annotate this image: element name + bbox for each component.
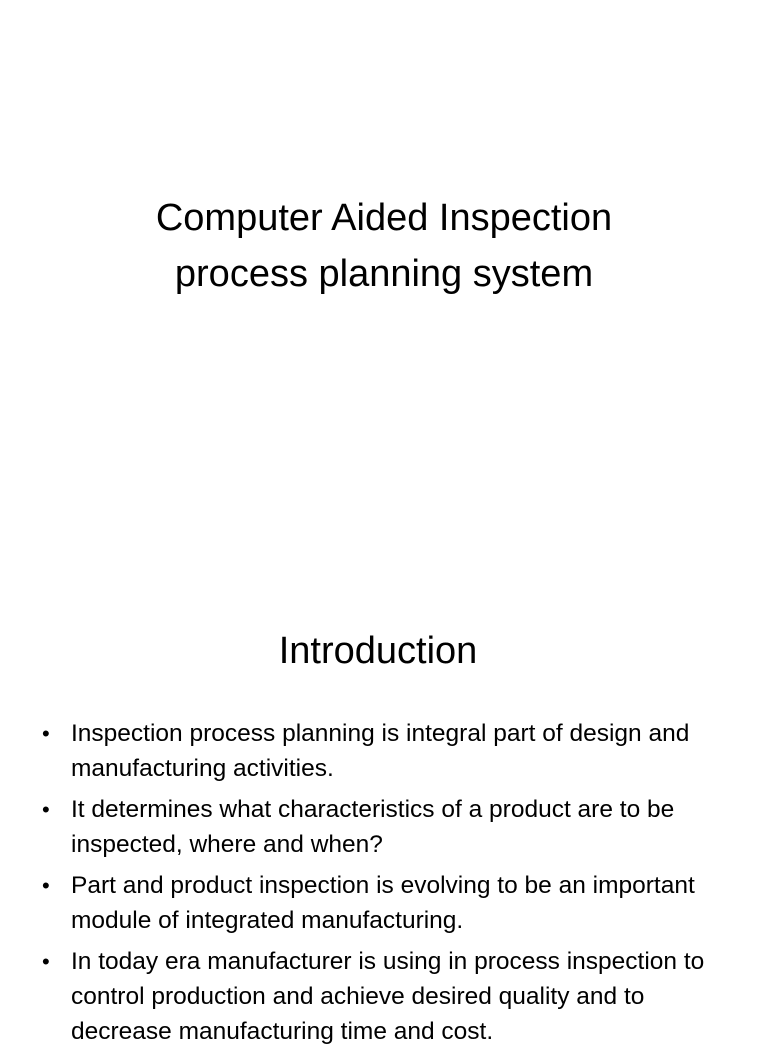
bullet-icon: •: [42, 873, 50, 898]
introduction-slide: [0, 576, 768, 1045]
slide-title: Introduction: [278, 630, 478, 672]
list-item: [36, 716, 716, 786]
list-item: [36, 792, 716, 862]
bullet-text: It determines what characteristics of a product are to be inspected, where and when?: [71, 796, 675, 858]
bullet-icon: •: [42, 721, 50, 746]
presentation-title: [60, 190, 708, 302]
bullet-text: In today era manufacturer is using in process inspection to control production and achieve desired quality and to decrease manufacturing time and cost.: [71, 948, 705, 1045]
title-line-1: Computer Aided Inspection: [155, 197, 613, 239]
title-line-2: process planning system: [174, 253, 594, 295]
bullet-icon: •: [42, 949, 50, 974]
bullet-text: Inspection process planning is integral part of design and manufacturing activities.: [71, 720, 690, 782]
bullet-list: [36, 716, 716, 1055]
list-item: [36, 868, 716, 938]
bullet-icon: •: [42, 797, 50, 822]
bullet-text: Part and product inspection is evolving to be an important module of integrated manufacturing.: [71, 872, 695, 934]
list-item: [36, 944, 716, 1049]
